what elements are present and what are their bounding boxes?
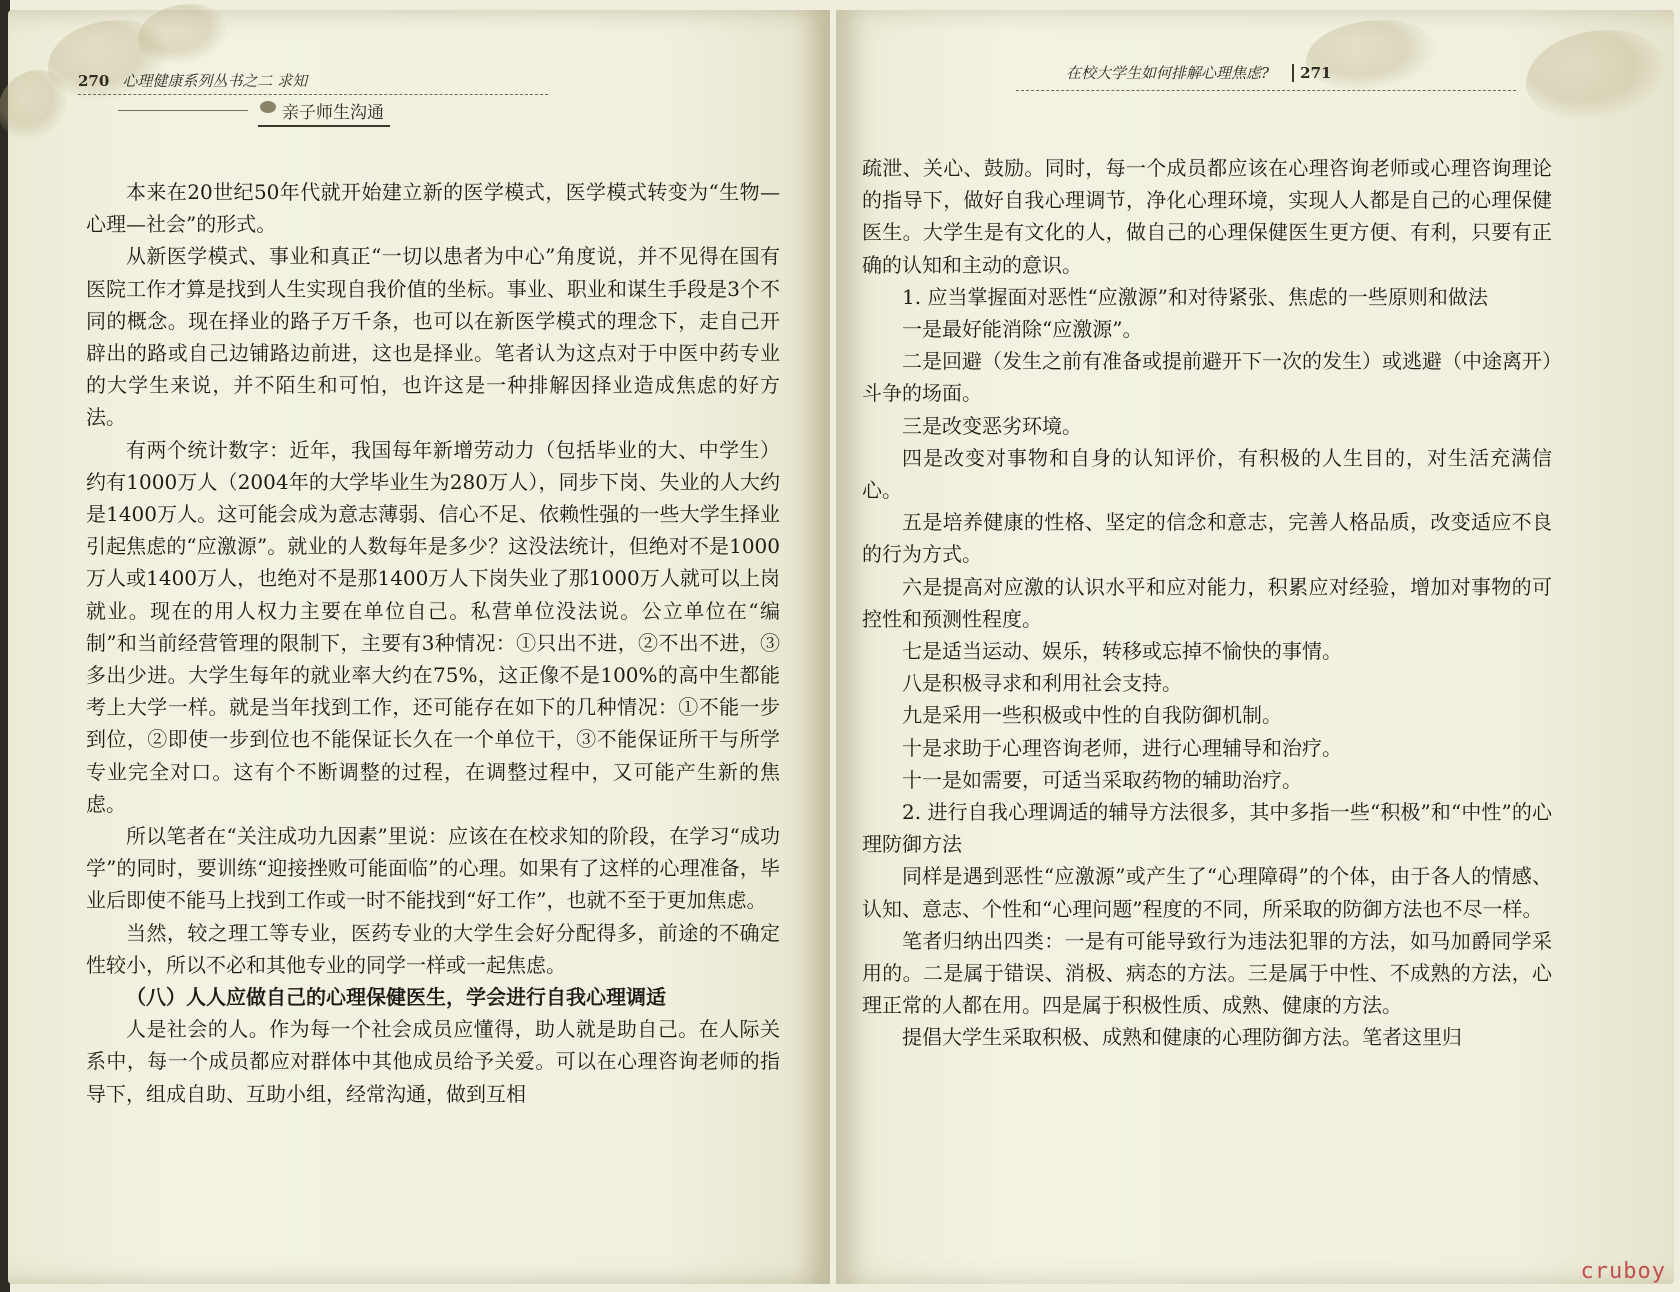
watermark: cruboy [1580, 1259, 1666, 1284]
header-rule [1016, 90, 1516, 91]
paragraph: 所以笔者在“关注成功九因素”里说：应该在在校求知的阶段，在学习“成功学”的同时，要训练“迎接挫败可能面临”的心理。如果有了这样的心理准备，毕业后即使不能马上找到工作或一时不能找到“好工作”，也就不至于更加焦虑。 [86, 824, 780, 913]
paragraph: 疏泄、关心、鼓励。同时，每一个成员都应该在心理咨询老师或心理咨询理论的指导下，做好自我心理调节，净化心理环境，实现人人都是自己的心理保健医生。大学生是有文化的人，做自己的心理保健医生更方便、有利，只要有正确的认知和主动的意识。 [862, 156, 1552, 277]
list-item: 九是采用一些积极或中性的自我防御机制。 [902, 703, 1282, 728]
left-page-header [78, 70, 798, 91]
section-heading: （八）人人应做自己的心理保健医生，学会进行自我心理调适 [126, 985, 666, 1010]
book-subtitle [258, 98, 390, 127]
header-rule [78, 94, 548, 95]
list-item: 七是适当运动、娱乐，转移或忘掉不愉快的事情。 [902, 639, 1342, 664]
subtitle-text: 亲子师生沟通 [282, 103, 384, 123]
paragraph: 2. 进行自我心理调适的辅导方法很多，其中多指一些“积极”和“中性”的心理防御方法 [862, 800, 1552, 857]
left-page-body [86, 176, 780, 1110]
paragraph: 提倡大学生采取积极、成熟和健康的心理防御方法。笔者这里归 [902, 1025, 1462, 1050]
left-page [8, 10, 830, 1284]
list-item: 三是改变恶劣环境。 [902, 413, 1082, 438]
paragraph: 当然，较之理工等专业，医药专业的大学生会好分配得多，前途的不确定性较小，所以不必和其他专业的同学一样或一起焦虑。 [86, 920, 780, 977]
page-number: 271 [1292, 64, 1331, 82]
list-item: 六是提高对应激的认识水平和应对能力，积累应对经验，增加对事物的可控性和预测性程度。 [862, 574, 1552, 631]
header-rule [118, 110, 248, 111]
ornament-icon [260, 101, 276, 113]
leaf-decoration [138, 4, 228, 64]
paragraph: 人是社会的人。作为每一个社会成员应懂得，助人就是助自己。在人际关系中，每一个成员都应对群体中其他成员给予关爱。可以在心理咨询老师的指导下，组成自助、互助小组，经常沟通，做到互相 [86, 1017, 780, 1106]
series-title: 心理健康系列丛书之二 求知 [122, 72, 308, 90]
list-item: 十是求助于心理咨询老师，进行心理辅导和治疗。 [902, 735, 1342, 760]
right-page-header [1066, 62, 1626, 83]
paragraph: 同样是遇到恶性“应激源”或产生了“心理障碍”的个体，由于各人的情感、认知、意志、个性和“心理问题”程度的不同，所采取的防御方法也不尽一样。 [862, 864, 1552, 921]
list-item: 十一是如需要，可适当采取药物的辅助治疗。 [902, 767, 1302, 792]
running-title: 在校大学生如何排解心理焦虑? [1066, 64, 1270, 82]
paragraph: 从新医学模式、事业和真正“一切以患者为中心”角度说，并不见得在国有医院工作才算是找到人生实现自我价值的坐标。事业、职业和谋生手段是3个不同的概念。现在择业的路子万千条，也可以在新医学模式的理念下，走自己开辟出的路或自己边铺路边前进，这也是择业。笔者认为这点对于中医中药专业的大学生来说，并不陌生和可怕，也许这是一种排解因择业造成焦虑的好方法。 [86, 244, 780, 430]
right-page [836, 10, 1674, 1284]
list-item: 一是最好能消除“应激源”。 [902, 317, 1143, 342]
list-item: 二是回避（发生之前有准备或提前避开下一次的发生）或逃避（中途离开）斗争的场面。 [862, 349, 1552, 406]
leaf-decoration [0, 70, 68, 140]
list-item: 五是培养健康的性格、坚定的信念和意志，完善人格品质，改变适应不良的行为方式。 [862, 510, 1552, 567]
page-number: 270 [78, 72, 110, 90]
list-item: 八是积极寻求和利用社会支持。 [902, 671, 1182, 696]
paragraph: 有两个统计数字：近年，我国每年新增劳动力（包括毕业的大、中学生）约有1000万人（2004年的大学毕业生为280万人），同步下岗、失业的人大约是1400万人。这可能会成为意志薄弱、信心不足、依赖性强的一些大学生择业引起焦虑的“应激源”。就业的人数每年是多少？这没法统计，但绝对不是1000万人或1400万人，也绝对不是那1400万人下岗失业了那1000万人就可以上岗就业。现在的用人权力主要在单位自己。私营单位没法说。公立单位在“编制”和当前经营管理的限制下，主要有3种情况：①只出不进，②不出不进，③多出少进。大学生每年的就业率大约在75%，这正像不是100%的高中生都能考上大学一样。就是当年找到工作，还可能存在如下的几种情况：①不能一步到位，②即使一步到位也不能保证长久在一个单位干，③不能保证所干与所学专业完全对口。这有个不断调整的过程，在调整过程中，又可能产生新的焦虑。 [86, 437, 780, 816]
paragraph: 笔者归纳出四类：一是有可能导致行为违法犯罪的方法，如马加爵同学采用的。二是属于错误、消极、病态的方法。三是属于中性、不成熟的方法，心理正常的人都在用。四是属于积极性质、成熟、健康的方法。 [862, 928, 1552, 1018]
list-item: 四是改变对事物和自身的认知评价，有积极的人生目的，对生活充满信心。 [862, 445, 1552, 503]
right-page-body [862, 152, 1552, 1054]
paragraph: 本来在20世纪50年代就开始建立新的医学模式，医学模式转变为“生物—心理—社会”的形式。 [86, 180, 780, 237]
paragraph: 1. 应当掌握面对恶性“应激源”和对待紧张、焦虑的一些原则和做法 [902, 284, 1488, 309]
